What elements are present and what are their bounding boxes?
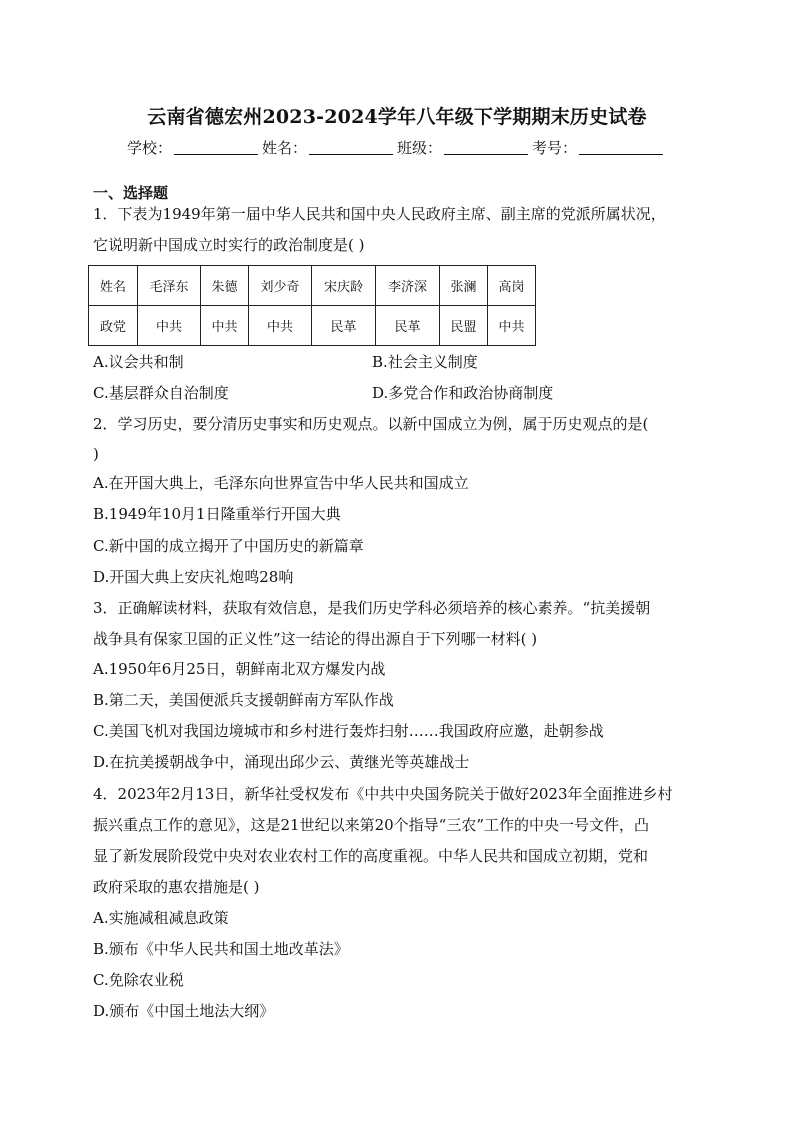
q3-option-a: A.1950年6月25日，朝鲜南北双方爆发内战: [93, 660, 386, 678]
number-label: 考号：: [532, 139, 578, 157]
student-info-line: [0, 137, 794, 158]
table-row: [89, 266, 536, 306]
table-cell: 民革: [312, 306, 376, 346]
q4-option-a: A.实施减租减息政策: [93, 909, 229, 927]
table-cell: 李济深: [376, 266, 440, 306]
q4-option-d: D.颁布《中国土地法大纲》: [93, 1002, 275, 1020]
table-row: [89, 306, 536, 346]
table-cell: 中共: [488, 306, 536, 346]
table-cell: 民盟: [440, 306, 488, 346]
table-cell: 姓名: [89, 266, 138, 306]
table-cell: 政党: [89, 306, 138, 346]
q3-stem-line2: 战争具有保家卫国的正义性”这一结论的得出源自于下列哪一材料( ): [93, 630, 538, 648]
q2-option-c: C.新中国的成立揭开了中国历史的新篇章: [93, 537, 364, 555]
class-blank: [444, 140, 528, 155]
q4-stem-line4: 政府采取的惠农措施是( ): [93, 878, 260, 896]
q2-stem-line2: ): [93, 445, 99, 463]
q3-stem-line1: 3．正确解读材料，获取有效信息，是我们历史学科必须培养的核心素养。“抗美援朝: [93, 599, 651, 617]
number-blank: [579, 140, 663, 155]
name-label: 姓名：: [261, 139, 307, 157]
q2-stem-line1: 2．学习历史，要分清历史事实和历史观点。以新中国成立为例，属于历史观点的是(: [93, 415, 649, 433]
q4-stem-line1: 4．2023年2月13日，新华社受权发布《中共中央国务院关于做好2023年全面推进乡村: [93, 785, 673, 803]
q3-option-b: B.第二天，美国便派兵支援朝鲜南方军队作战: [93, 691, 394, 709]
school-blank: [174, 140, 258, 155]
q4-stem-line2: 振兴重点工作的意见》，这是21世纪以来第20个指导“三农”工作的中央一号文件，凸: [93, 816, 650, 834]
table-cell: 民革: [376, 306, 440, 346]
q1-stem-line2: 它说明新中国成立时实行的政治制度是( ): [93, 236, 365, 254]
table-cell: 毛泽东: [138, 266, 201, 306]
q1-option-b: B.社会主义制度: [372, 353, 478, 371]
exam-title: 云南省德宏州2023-2024学年八年级下学期期末历史试卷: [147, 106, 647, 128]
q2-option-d: D.开国大典上安庆礼炮鸣28响: [93, 568, 294, 586]
class-label: 班级：: [397, 139, 443, 157]
q1-option-a: A.议会共和制: [93, 353, 184, 371]
q1-party-table: [88, 265, 536, 346]
table-cell: 中共: [138, 306, 201, 346]
table-cell: 中共: [249, 306, 312, 346]
q1-option-c: C.基层群众自治制度: [93, 384, 229, 402]
q4-option-c: C.免除农业税: [93, 971, 184, 989]
q3-option-c: C.美国飞机对我国边境城市和乡村进行轰炸扫射……我国政府应邀，赴朝参战: [93, 722, 604, 740]
name-blank: [309, 140, 393, 155]
q1-option-d: D.多党合作和政治协商制度: [372, 384, 554, 402]
table-cell: 刘少奇: [249, 266, 312, 306]
q1-stem-line1: 1．下表为1949年第一届中华人民共和国中央人民政府主席、副主席的党派所属状况，: [93, 205, 666, 223]
q3-option-d: D.在抗美援朝战争中，涌现出邱少云、黄继光等英雄战士: [93, 753, 470, 771]
table-cell: 朱德: [201, 266, 249, 306]
school-label: 学校：: [126, 139, 172, 157]
table-cell: 中共: [201, 306, 249, 346]
table-cell: 高岗: [488, 266, 536, 306]
table-cell: 宋庆龄: [312, 266, 376, 306]
q4-option-b: B.颁布《中华人民共和国土地改革法》: [93, 940, 349, 958]
section-heading: 一、选择题: [93, 184, 169, 202]
q2-option-a: A.在开国大典上，毛泽东向世界宣告中华人民共和国成立: [93, 474, 469, 492]
q4-stem-line3: 显了新发展阶段党中央对农业农村工作的高度重视。中华人民共和国成立初期，党和: [93, 847, 649, 865]
q2-option-b: B.1949年10月1日隆重举行开国大典: [93, 505, 341, 523]
table-cell: 张澜: [440, 266, 488, 306]
